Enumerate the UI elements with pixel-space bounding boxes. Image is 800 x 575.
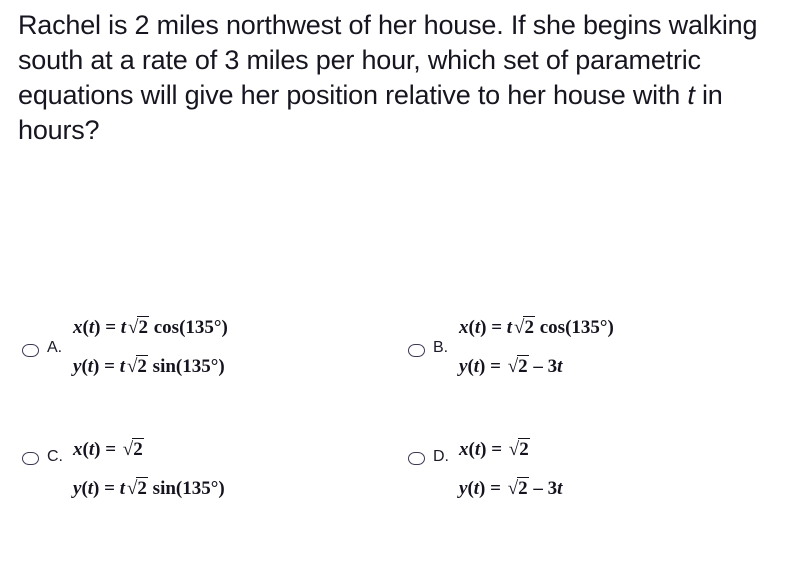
choice-letter-b: B. — [433, 339, 449, 356]
equation-a-y: y(t) = t √2 sin(135°) — [73, 356, 225, 377]
choice-a-equations — [73, 318, 228, 376]
choice-letter-a: A. — [47, 339, 63, 356]
answer-choice-c[interactable] — [22, 440, 225, 498]
question-text-part2: in hours? — [18, 80, 723, 146]
question-stem — [18, 8, 786, 148]
answer-choice-a[interactable] — [22, 318, 228, 376]
radio-button-a[interactable] — [22, 344, 39, 357]
choice-c-equations — [73, 440, 225, 498]
equation-d-y: y(t) = √2 – 3t — [459, 478, 563, 499]
choice-letter-c: C. — [47, 448, 63, 465]
radio-button-b[interactable] — [408, 344, 425, 357]
question-text-part1: Rachel is 2 miles northwest of her house. If she begins walking south at a rate of 3 miles per hour, which set of parametric equations will give her position relative to her house with — [18, 10, 758, 111]
choice-d-equations — [459, 440, 562, 498]
equation-c-x: x(t) = √2 — [73, 439, 143, 460]
equation-d-x: x(t) = √2 — [459, 439, 529, 460]
answer-choices — [0, 300, 800, 560]
radio-button-c[interactable] — [22, 452, 39, 465]
radio-button-d[interactable] — [408, 452, 425, 465]
equation-a-x: x(t) = t √2 cos(135°) — [73, 317, 228, 338]
choice-b-equations — [459, 318, 614, 376]
equation-c-y: y(t) = t √2 sin(135°) — [73, 478, 225, 499]
equation-b-x: x(t) = t √2 cos(135°) — [459, 317, 614, 338]
equation-b-y: y(t) = √2 – 3t — [459, 356, 563, 377]
choice-letter-d: D. — [433, 448, 449, 465]
question-variable-t: t — [687, 80, 695, 111]
answer-choice-d[interactable] — [408, 440, 562, 498]
answer-choice-b[interactable] — [408, 318, 614, 376]
